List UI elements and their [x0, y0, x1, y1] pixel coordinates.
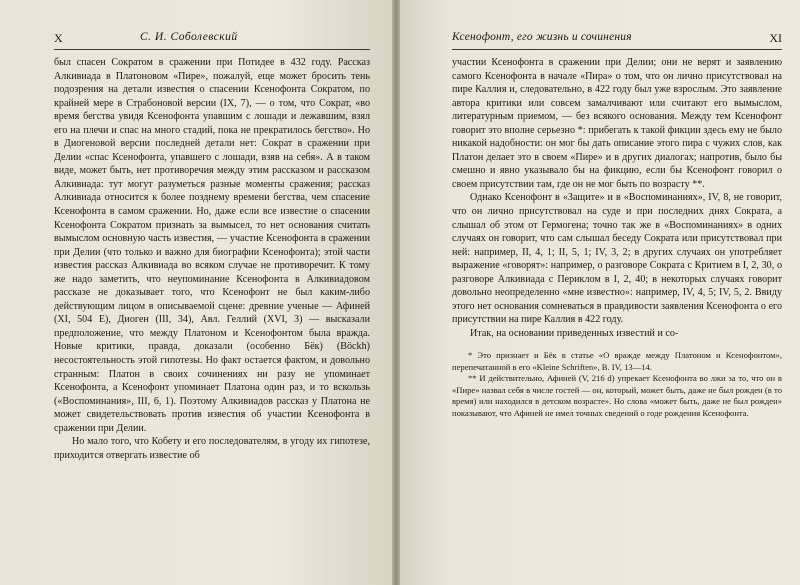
left-page — [0, 0, 392, 585]
right-running-title: Ксенофонт, его жизнь и сочинения — [452, 31, 632, 43]
left-running-head — [54, 31, 370, 50]
paragraph: был спасен Сократом в сражении при Потидее в 432 году. Рассказ Алкивиада в Платоновом «Пире», пожалуй, еще может бросить тень подозрения на детали известия о спасении Ксенофонта Сократом, по крайней мере в Страбоновой версии (IX, 7), — о том, что Сократ, «во время бегства увидя Ксенофонта упавшим с лошади и лежавшим, взял его на плечи и спас на много стадий, пока не прекратилось бегство». Но в Диогеновой версии последней детали нет: Сократ в сражении при Делии «спас Ксенофонта, упавшего с лошади, взяв на себя». А в таком виде, может быть, нет противоречия между этим рассказом и рассказом Алкивиада: тут могут разуметься разные моменты сражения; рассказ Алкивиада относится к более позднему времени бегства, чем спасение Ксенофонта в самом сражении. Но, даже если все известие о спасении Ксенофонта Сократом признать за вымысел, то нет основания считать вымыслом основную часть известия, — участие Ксенофонта в сражении при Делии (что только и важно для биографии Ксенофонта); этой части известия рассказ Алкивиада во всяком случае не противоречит. К тому же надо заметить, что неупоминание Ксенофонта в Алкивиадовом рассказе не доказывает того, что Ксенофонт не был каким-либо действующим лицом в описываемой сцене: древние ученые — Афиней (XI, 504 E), Диоген (III, 34), Авл. Геллий (XVI, 3) — высказали предположение, что между Платоном и Ксенофонтом была вражда. Новые критики, правда, доказали (особенно Бёк) (Böckh) несостоятельность этой гипотезы. Но факт остается фактом, и довольно странным: Платон в своих сочинениях ни разу не упоминает Ксенофонта, а Ксенофонт упоминает Платона один раз, и то вскользь («Воспоминания», III, 6, 1). Поэтому Алкивиадов рассказ у Платона не может свидетельствовать против известия об участии Ксенофонта в сражении при Делии. — [54, 57, 370, 434]
paragraph: Итак, на основании приведенных известий и со- — [470, 327, 679, 339]
paragraph: Но мало того, что Кобету и его последователям, в угоду их гипотезе, приходится отвергать известие об — [54, 436, 370, 461]
book-gutter — [392, 0, 400, 585]
footnote: ** И действительно, Афиней (V, 216 d) упрекает Ксенофонта во лжи за то, что он в «Пире» назвал себя в числе гостей — он, который, может быть, даже не был рожден (в то время) или находился в детском возрасте». Но слова «может быть, даже не был рожден» показывают, что Афиней не имел точных сведений о годе рождения Ксенофонта. — [452, 373, 782, 418]
left-page-number: X — [54, 31, 63, 45]
right-running-head — [452, 31, 782, 50]
footnotes — [452, 350, 782, 418]
right-page — [400, 0, 800, 585]
right-page-number: XI — [769, 31, 782, 45]
footnote: * Это признает и Бёк в статье «О вражде между Платоном и Ксенофонтом», перепечатанной в его «Kleine Schriften», B. IV, 13—14. — [452, 350, 782, 372]
paragraph: Однако Ксенофонт в «Защите» и в «Воспоминаниях», IV, 8, не говорит, что он лично присутствовал на суде и при последних днях Сократа, а слышал об этом от Гермогена; точно так же в «Воспоминаниях» в одних случаях он говорит, что сам слышал беседу Сократа или присутствовал при ней: например, II, 4, 1; II, 5, 1; IV, 3, 2; в других случаях он употребляет выражение «говорят»: например, о разговоре Сократа с Критием в I, 2, 30, о разговоре Алкивиада с Периклом в I, 2, 40; в некоторых случаях говорит довольно неопределенно «мне известно»: например, IV, 4, 5; IV, 5, 2. Ввиду этого нет основания сомневаться в правдивости заявления Ксенофонта о его присутствии на пире Каллия в 422 году. — [452, 192, 782, 326]
left-body-text — [54, 56, 370, 462]
left-running-title: С. И. Соболевский — [140, 31, 238, 43]
right-body-text — [452, 56, 782, 340]
paragraph: участии Ксенофонта в сражении при Делии; они не верят и заявлению самого Ксенофонта в начале «Пира» о том, что он лично присутствовал на пире Каллия и, следовательно, в 422 году был уже взрослым. Это заявление автора критики или совсем замалчивают или считают его вымыслом, литературным приемом, — без всякого основания. Между тем Ксенофонт говорит это вполне серьезно *: прибегать к такой фикции здесь ему не было никакой надобности: он мог бы дать описание этого пира с чужих слов, как Платон делает это в своем «Пире» и в других диалогах; напротив, было бы смешно и явно указывало бы на фикцию, если бы Ксенофонт говорил о своем присутствии там, где он не мог быть по возрасту **. — [452, 57, 782, 190]
